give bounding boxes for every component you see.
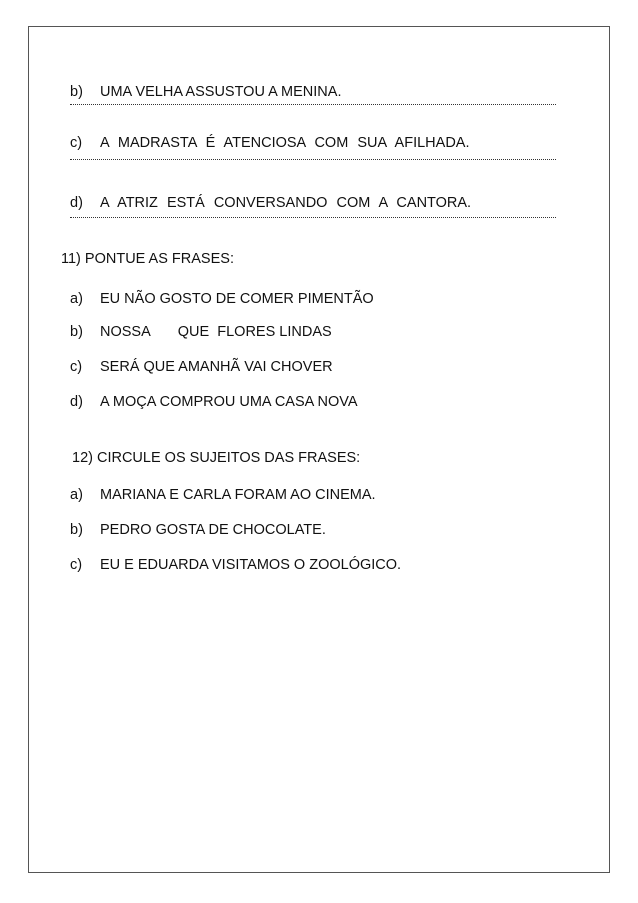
item-text: A MADRASTA É ATENCIOSA COM SUA AFILHADA. — [100, 135, 470, 151]
item-letter: b) — [70, 522, 83, 538]
item-text: A MOÇA COMPROU UMA CASA NOVA — [100, 394, 358, 410]
answer-line[interactable] — [70, 217, 556, 218]
item-letter: b) — [70, 84, 83, 100]
exercise-12-item-c — [70, 556, 401, 574]
item-text: UMA VELHA ASSUSTOU A MENINA. — [100, 84, 342, 100]
item-text: PEDRO GOSTA DE CHOCOLATE. — [100, 522, 326, 538]
exercise-11-item-a — [70, 290, 374, 308]
exercise-item-b — [70, 83, 341, 101]
item-text: EU NÃO GOSTO DE COMER PIMENTÃO — [100, 291, 374, 307]
item-letter: d) — [70, 394, 83, 410]
item-text: MARIANA E CARLA FORAM AO CINEMA. — [100, 487, 376, 503]
exercise-11-item-d — [70, 393, 358, 411]
exercise-item-d — [70, 194, 471, 212]
item-text: EU E EDUARDA VISITAMOS O ZOOLÓGICO. — [100, 557, 402, 573]
item-letter: a) — [70, 291, 83, 307]
answer-line[interactable] — [70, 104, 556, 105]
exercise-12-item-a — [70, 486, 376, 504]
section-12-title: 12) CIRCULE OS SUJEITOS DAS FRASES: — [72, 450, 361, 466]
item-letter: c) — [70, 135, 83, 151]
exercise-item-c — [70, 134, 470, 152]
item-text-part1: NOSSA — [100, 324, 151, 340]
item-letter: a) — [70, 487, 83, 503]
item-text: A ATRIZ ESTÁ CONVERSANDO COM A CANTORA. — [100, 195, 472, 211]
answer-line[interactable] — [70, 159, 556, 160]
exercise-11-item-b — [70, 323, 332, 341]
item-letter: c) — [70, 359, 83, 375]
section-11-title: 11) PONTUE AS FRASES: — [61, 251, 234, 267]
item-letter: d) — [70, 195, 83, 211]
item-text-part2: QUE FLORES LINDAS — [177, 324, 332, 340]
exercise-12-item-b — [70, 521, 326, 539]
item-text: SERÁ QUE AMANHÃ VAI CHOVER — [100, 359, 333, 375]
item-letter: c) — [70, 557, 83, 573]
exercise-11-item-c — [70, 358, 333, 376]
item-letter: b) — [70, 324, 83, 340]
